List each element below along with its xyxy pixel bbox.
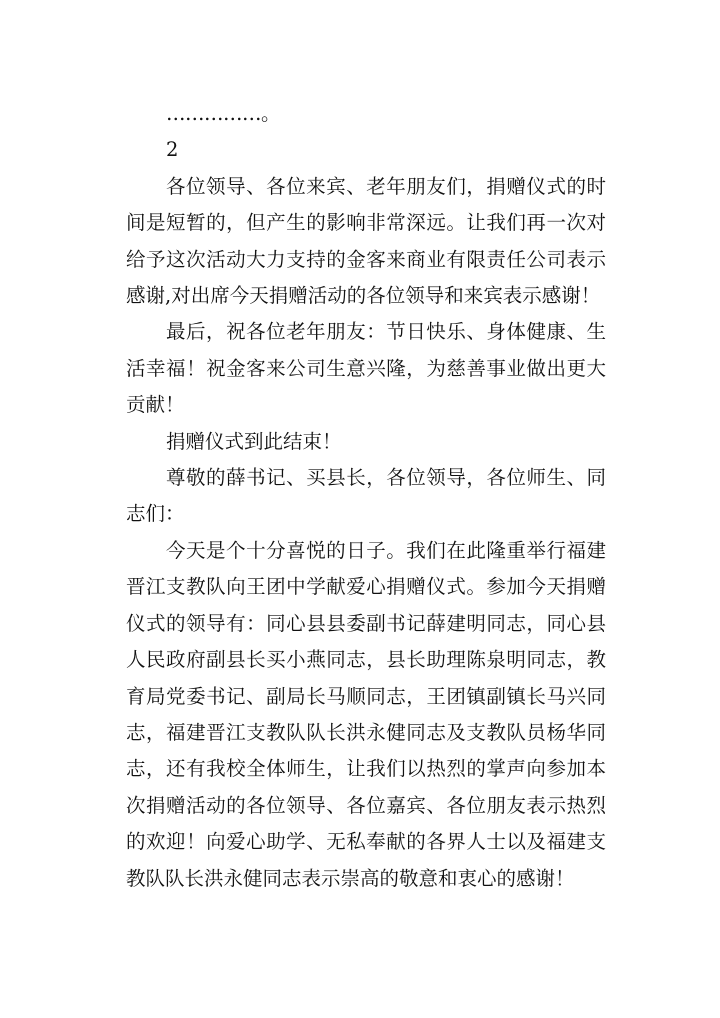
- section-number: 2: [166, 138, 179, 162]
- paragraph-closing: 捐赠仪式到此结束！: [166, 429, 342, 453]
- paragraph-introduction: 今天是个十分喜悦的日子。我们在此隆重举行福建晋江支教队向王团中学献爱心捐赠仪式。参加今天捐赠仪式的领导有：同心县县委副书记薛建明同志，同心县人民政府副县长买小燕同志，县长助理陈泉明同志，教育局党委书记、副局长马顺同志，王团镇副镇长马兴同志，福建晋江支教队队长洪永健同志及支教队员杨华同志，还有我校全体师生，让我们以热烈的掌声向参加本次捐赠活动的各位领导、各位嘉宾、各位朋友表示热烈的欢迎！向爱心助学、无私奉献的各界人士以及福建支教队队长洪永健同志表示崇高的敬意和衷心的感谢！: [126, 538, 606, 890]
- paragraph-wishes: 最后，祝各位老年朋友：节日快乐、身体健康、生活幸福！祝金客来公司生意兴隆，为慈善事业做出更大贡献！: [126, 320, 606, 417]
- document-body: [126, 96, 606, 897]
- paragraph-thanks: 各位领导、各位来宾、老年朋友们，捐赠仪式的时间是短暂的，但产生的影响非常深远。让我们再一次对给予这次活动大力支持的金客来商业有限责任公司表示感谢,对出席今天捐赠活动的各位领导和来宾表示感谢！: [126, 174, 606, 308]
- paragraph-salutation: 尊敬的薛书记、买县长，各位领导，各位师生、同志们：: [126, 466, 606, 526]
- ellipsis-line: ……………。: [166, 102, 281, 125]
